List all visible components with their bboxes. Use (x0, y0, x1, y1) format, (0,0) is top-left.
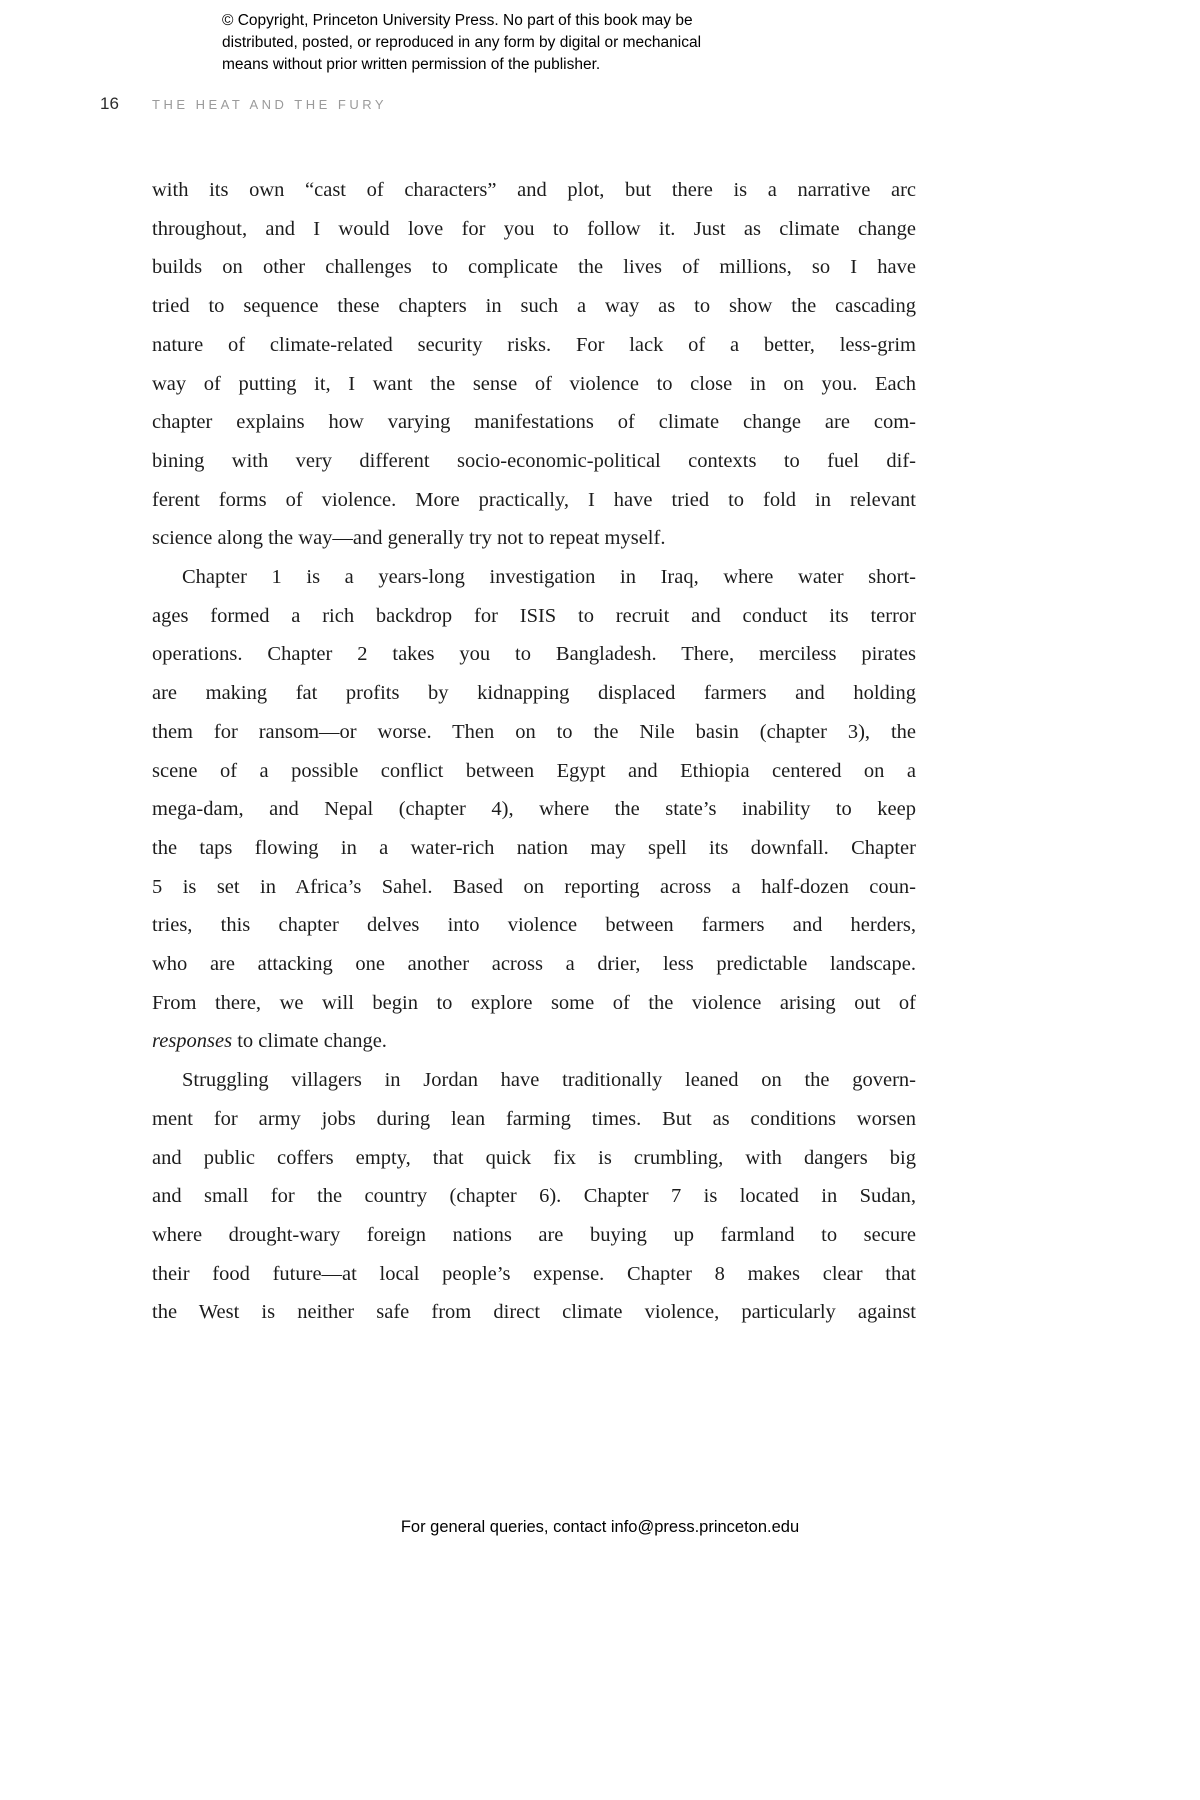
text-line: Chapter 1 is a years-long investigation in Iraq, where water short- (182, 566, 916, 589)
footer-contact: For general queries, contact info@press.princeton.edu (400, 1518, 800, 1536)
text-line: mega-dam, and Nepal (chapter 4), where the state’s inability to keep (152, 798, 916, 821)
text-line: who are attacking one another across a drier, less predictable landscape. (152, 953, 916, 976)
text-line: ages formed a rich backdrop for ISIS to recruit and conduct its terror (152, 604, 916, 627)
text-line: are making fat profits by kidnapping displaced farmers and holding (152, 682, 916, 705)
text-line: nature of climate-related security risks. For lack of a better, less-grim (152, 333, 916, 356)
text-line: From there, we will begin to explore some of the violence arising out of (152, 991, 916, 1014)
text-line: ment for army jobs during lean farming times. But as conditions worsen (152, 1107, 916, 1130)
text-line: throughout, and I would love for you to follow it. Just as climate change (152, 217, 916, 240)
text-line: way of putting it, I want the sense of violence to close in on you. Each (152, 372, 916, 395)
text-line: their food future—at local people’s expense. Chapter 8 makes clear that (152, 1262, 916, 1285)
text-line: and small for the country (chapter 6). Chapter 7 is located in Sudan, (152, 1185, 916, 1208)
text-line: with its own “cast of characters” and plot, but there is a narrative arc (152, 179, 916, 201)
copyright-line: © Copyright, Princeton University Press. No part of this book may be (222, 12, 693, 29)
text-line: chapter explains how varying manifestations of climate change are com- (152, 411, 916, 434)
page-header (0, 94, 1200, 118)
copyright-line: means without prior written permission of the publisher. (222, 56, 601, 73)
text-line: the West is neither safe from direct climate violence, particularly against (152, 1301, 916, 1324)
text-line: and public coffers empty, that quick fix is crumbling, with dangers big (152, 1146, 916, 1169)
text-line: the taps flowing in a water-rich nation may spell its downfall. Chapter (152, 836, 916, 859)
text-line: scene of a possible conflict between Egypt and Ethiopia centered on a (152, 759, 916, 782)
copyright-notice (222, 10, 701, 76)
text-line: where drought-wary foreign nations are buying up farmland to secure (152, 1223, 916, 1246)
text-line: ferent forms of violence. More practically, I have tried to fold in relevant (152, 488, 916, 511)
text-line: tries, this chapter delves into violence between farmers and herders, (152, 914, 916, 937)
running-title: THE HEAT AND THE FURY (152, 97, 388, 112)
text-line: responses to climate change. (152, 1030, 387, 1053)
text-line: Struggling villagers in Jordan have traditionally leaned on the govern- (182, 1069, 916, 1092)
text-line: operations. Chapter 2 takes you to Bangladesh. There, merciless pirates (152, 643, 916, 666)
text-line: tried to sequence these chapters in such a way as to show the cascading (152, 295, 916, 318)
body-text (152, 171, 916, 1332)
text-line: bining with very different socio-economic-political contexts to fuel dif- (152, 449, 916, 472)
text-line: builds on other challenges to complicate the lives of millions, so I have (152, 256, 916, 279)
text-line: 5 is set in Africa’s Sahel. Based on reporting across a half-dozen coun- (152, 875, 916, 898)
page-number: 16 (100, 94, 119, 113)
copyright-line: distributed, posted, or reproduced in any form by digital or mechanical (222, 34, 702, 51)
text-line: science along the way—and generally try not to repeat myself. (152, 527, 666, 550)
text-line: them for ransom—or worse. Then on to the Nile basin (chapter 3), the (152, 720, 916, 743)
